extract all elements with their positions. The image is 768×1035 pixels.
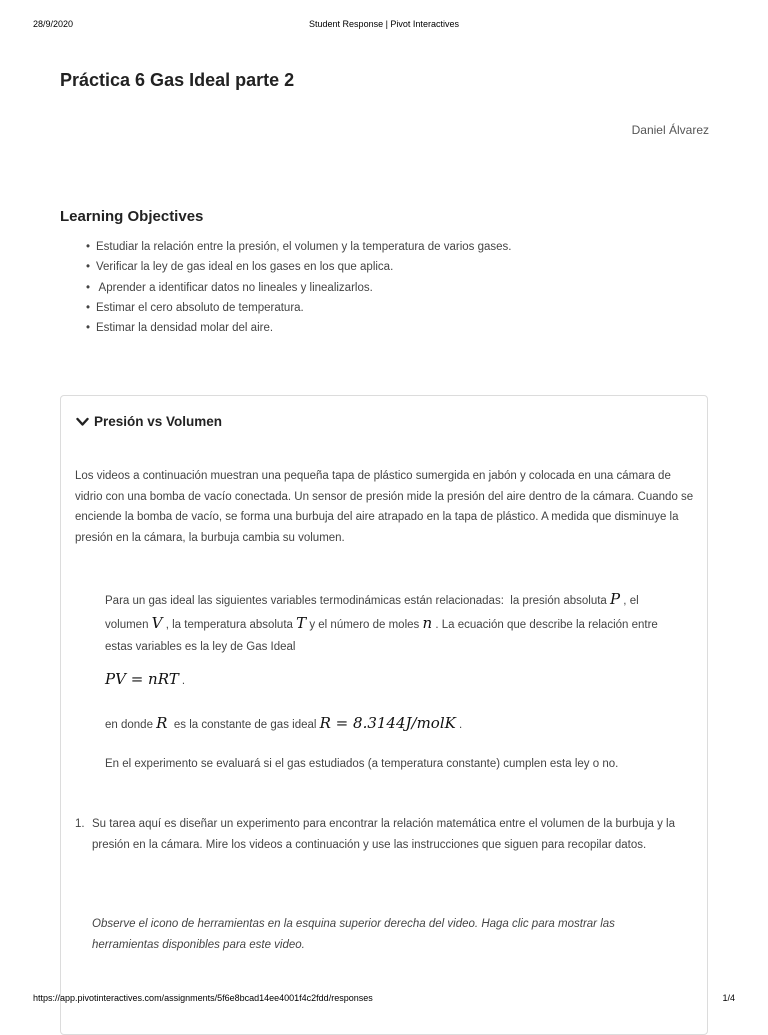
math-n: n	[422, 614, 433, 632]
text-segment: Para un gas ideal las siguientes variables termodinámicas están relacionadas: la presión absoluta	[105, 595, 611, 607]
list-item	[86, 240, 512, 260]
equation-suffix: .	[178, 675, 186, 687]
page-title: Práctica 6 Gas Ideal parte 2	[60, 70, 295, 90]
text-segment: , el	[620, 595, 639, 607]
objective-text: Estimar la densidad molar del aire.	[96, 322, 274, 335]
math-r: R	[156, 714, 168, 732]
bullet: •	[86, 241, 91, 253]
text-segment: . La ecuación que describe la relación entre	[432, 619, 658, 631]
intro-paragraph: Los videos a continuación muestran una pequeña tapa de plástico sumergida en jabón y colocada en una cámara de vidrio con una bomba de vacío conectada. Un sensor de presión mide la presión del aire dentro de la cámara. Cuando se enciende la bomba de vacío, se forma una burbuja del aire atrapado en la tapa de plástico. A medida que disminuye la presión en la cámara, la burbuja cambia su volumen.	[75, 470, 694, 544]
list-item	[86, 321, 512, 341]
tools-note: Observe el icono de herramientas en la esquina superior derecha del video. Haga clic para mostrar las herramientas disponibles para este video.	[92, 918, 615, 951]
equation-math: PV = nRT	[105, 670, 179, 688]
list-item	[86, 281, 512, 301]
objective-text: Estimar el cero absoluto de temperatura.	[96, 301, 304, 314]
text-segment: .	[455, 719, 463, 731]
text-segment: es la constante de gas ideal	[167, 719, 320, 731]
bullet: •	[86, 301, 91, 314]
bullet: •	[86, 281, 91, 294]
list-item	[86, 301, 512, 321]
text-segment: volumen	[105, 619, 152, 631]
text-segment: , la temperatura absoluta	[162, 619, 297, 631]
section-title: Presión vs Volumen	[94, 414, 223, 429]
gas-constant-value: R = 8.3144J/molK	[319, 714, 456, 732]
bullet: •	[86, 261, 91, 274]
text-segment: y el número de moles	[306, 619, 423, 631]
task-item	[75, 814, 693, 855]
text-segment: en donde	[105, 719, 157, 731]
variables-paragraph	[105, 588, 697, 658]
math-v: V	[151, 614, 163, 632]
print-title: Student Response | Pivot Interactives	[309, 19, 459, 29]
constant-paragraph	[105, 714, 697, 732]
math-t: T	[296, 614, 307, 632]
text-segment: estas variables es la ley de Gas Ideal	[105, 641, 296, 653]
bullet: •	[86, 322, 91, 335]
evaluation-paragraph: En el experimento se evaluará si el gas estudiados (a temperatura constante) cumplen esta ley o no.	[105, 758, 619, 770]
author-name: Daniel Álvarez	[631, 123, 709, 137]
print-page-number: 1/4	[722, 993, 735, 1003]
print-date: 28/9/2020	[33, 19, 74, 29]
objective-text: Aprender a identificar datos no lineales y linealizarlos.	[96, 281, 373, 294]
section-toggle[interactable]	[76, 414, 222, 429]
ideal-gas-equation	[105, 670, 697, 688]
task-number: 1.	[75, 818, 85, 830]
print-url: https://app.pivotinteractives.com/assignments/5f6e8bcad14ee4001f4c2fdd/responses	[33, 993, 373, 1003]
objective-text: Verificar la ley de gas ideal en los gases en los que aplica.	[96, 261, 394, 274]
task-text: Su tarea aquí es diseñar un experimento para encontrar la relación matemática entre el volumen de la burbuja y la presión en la cámara. Mire los videos a continuación y use las instrucciones que siguen para recopilar datos.	[92, 818, 676, 851]
section-card	[60, 395, 708, 1035]
chevron-down-icon	[76, 417, 89, 427]
math-p: P	[610, 590, 621, 608]
list-item	[86, 260, 512, 280]
objective-text: Estudiar la relación entre la presión, el volumen y la temperatura de varios gases.	[96, 241, 512, 253]
learning-objectives-heading: Learning Objectives	[60, 208, 204, 225]
learning-objectives-list	[86, 240, 512, 341]
